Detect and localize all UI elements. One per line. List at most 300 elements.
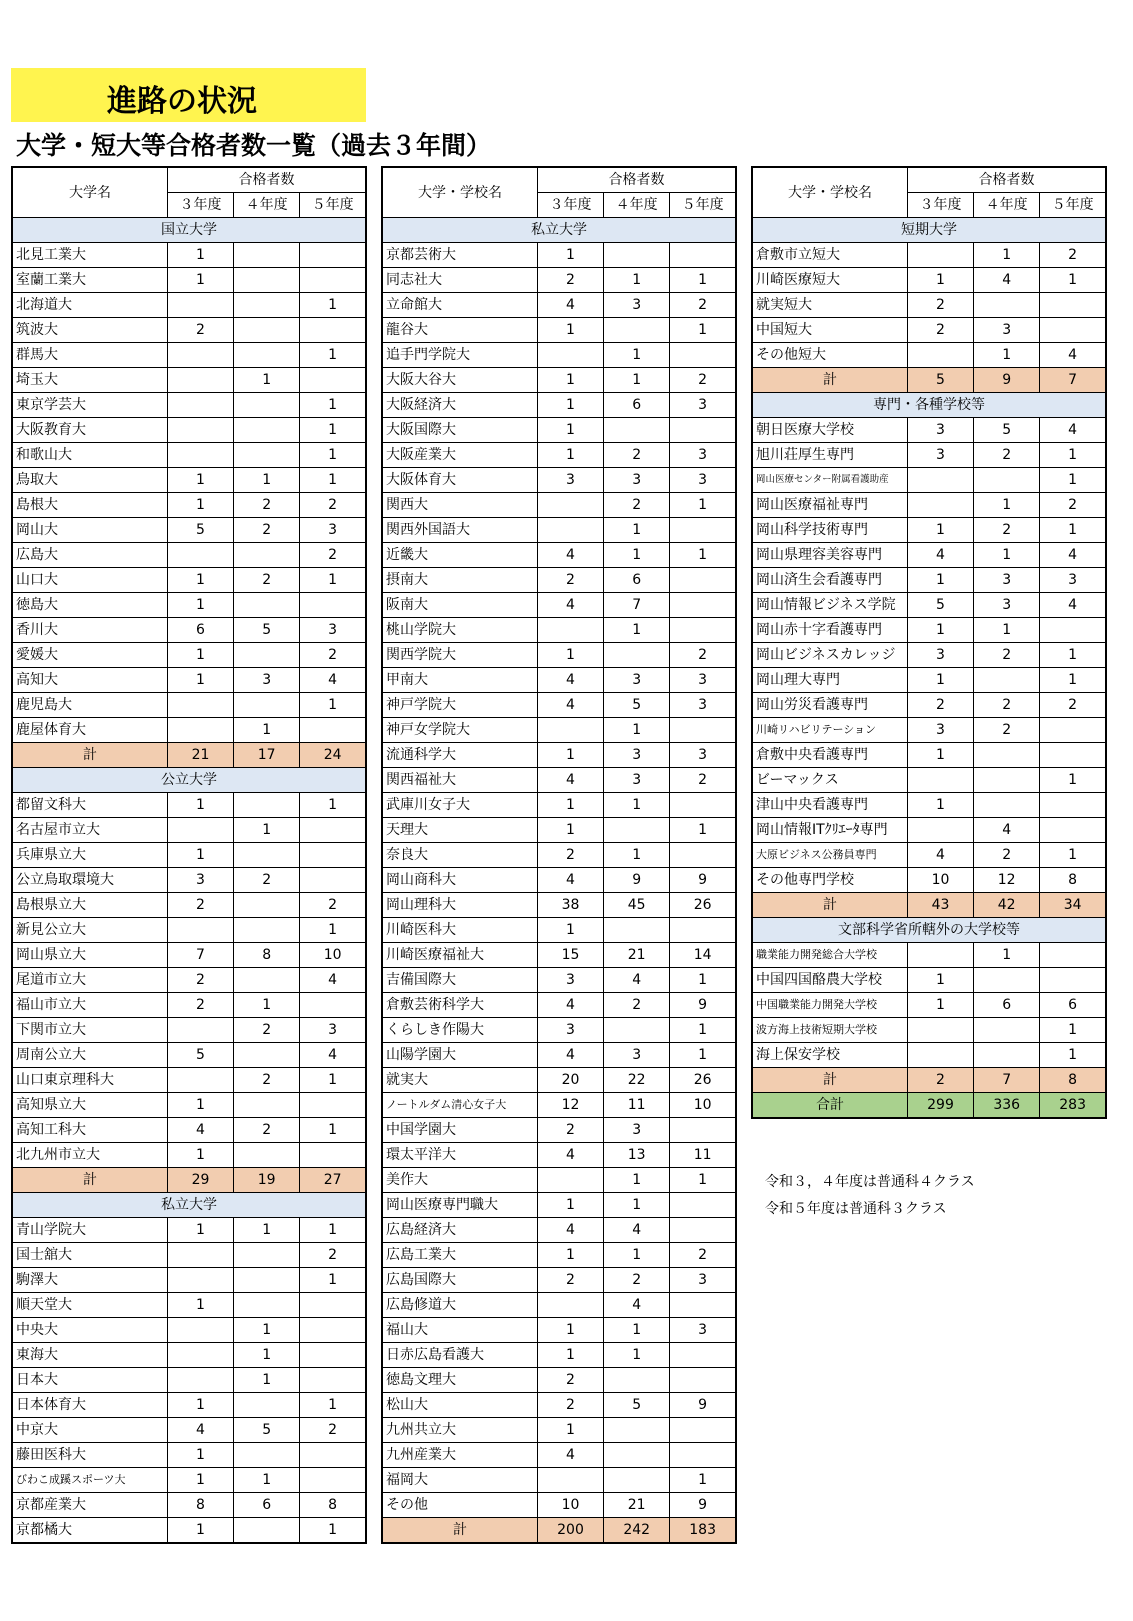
table-row	[12, 668, 366, 693]
header-row	[752, 167, 1106, 193]
count-cell-year-5: 2	[670, 368, 736, 393]
table-row	[382, 893, 736, 918]
count-cell-year-5	[670, 843, 736, 868]
count-cell-year-5	[300, 868, 366, 893]
count-cell-year-4: 2	[234, 1068, 300, 1093]
year-header-y3: ３年度	[167, 193, 233, 218]
school-name-cell: 埼玉大	[12, 368, 167, 393]
name-column-header: 大学・学校名	[382, 167, 537, 218]
count-cell-year-4: 1	[234, 368, 300, 393]
count-cell-year-3: 7	[167, 943, 233, 968]
table-row	[12, 918, 366, 943]
count-cell-year-3: 1	[907, 268, 973, 293]
count-cell-year-3: 5	[907, 593, 973, 618]
count-cell-year-5: 1	[670, 1168, 736, 1193]
school-name-cell: 鹿屋体育大	[12, 718, 167, 743]
count-cell-year-3: 4	[167, 1118, 233, 1143]
school-name-cell: 福山大	[382, 1318, 537, 1343]
school-name-cell: 流通科学大	[382, 743, 537, 768]
count-cell-year-4: 1	[234, 818, 300, 843]
count-cell-year-3: 2	[537, 1368, 603, 1393]
count-cell-year-3	[537, 1293, 603, 1318]
count-cell-year-4	[604, 1368, 670, 1393]
school-name-cell: 下関市立大	[12, 1018, 167, 1043]
count-cell-year-5	[670, 618, 736, 643]
count-cell-year-3: 5	[167, 1043, 233, 1068]
count-cell-year-4: 3	[604, 743, 670, 768]
count-cell-year-3	[907, 493, 973, 518]
count-cell-year-5: 34	[1040, 893, 1106, 918]
school-name-cell: 甲南大	[382, 668, 537, 693]
school-name-cell: 藤田医科大	[12, 1443, 167, 1468]
school-name-cell: 奈良大	[382, 843, 537, 868]
school-name-cell: 同志社大	[382, 268, 537, 293]
count-cell-year-5: 2	[300, 1243, 366, 1268]
count-cell-year-4	[974, 468, 1040, 493]
table-row	[12, 243, 366, 268]
count-cell-year-4	[234, 693, 300, 718]
count-cell-year-3	[907, 343, 973, 368]
table-row	[12, 1443, 366, 1468]
count-cell-year-5	[670, 243, 736, 268]
count-cell-year-3: 4	[537, 1143, 603, 1168]
count-cell-year-4: 3	[234, 668, 300, 693]
count-cell-year-4: 1	[604, 543, 670, 568]
count-cell-year-4: 6	[604, 393, 670, 418]
count-cell-year-3: 1	[167, 1293, 233, 1318]
count-cell-year-5: 1	[1040, 518, 1106, 543]
table-row	[12, 1043, 366, 1068]
school-name-cell: 岡山医療センター附属看護助産	[752, 468, 907, 493]
table-row	[382, 968, 736, 993]
school-name-cell: 岡山ビジネスカレッジ	[752, 643, 907, 668]
table-row	[12, 493, 366, 518]
school-name-cell: 大阪経済大	[382, 393, 537, 418]
count-cell-year-5: 3	[670, 393, 736, 418]
count-cell-year-4: 9	[604, 868, 670, 893]
count-cell-year-3: 4	[537, 593, 603, 618]
table-row	[12, 818, 366, 843]
count-cell-year-4	[604, 1418, 670, 1443]
section-title: 短期大学	[752, 218, 1106, 243]
count-cell-year-4: 1	[604, 268, 670, 293]
count-cell-year-3: 4	[907, 543, 973, 568]
year-header-y3: ３年度	[907, 193, 973, 218]
table-row	[12, 843, 366, 868]
count-cell-year-4: 21	[604, 943, 670, 968]
table-row	[12, 868, 366, 893]
table-row	[752, 743, 1106, 768]
count-cell-year-4: 3	[604, 1043, 670, 1068]
school-name-cell: 日本体育大	[12, 1393, 167, 1418]
count-cell-year-5: 24	[300, 743, 366, 768]
table-row	[12, 368, 366, 393]
count-cell-year-5: 1	[670, 1018, 736, 1043]
count-cell-year-3: 1	[537, 793, 603, 818]
count-cell-year-4: 3	[604, 293, 670, 318]
section-title: 文部科学省所轄外の大学校等	[752, 918, 1106, 943]
school-name-cell: 順天堂大	[12, 1293, 167, 1318]
count-cell-year-3: 2	[907, 693, 973, 718]
count-cell-year-5: 1	[670, 968, 736, 993]
count-cell-year-3	[167, 543, 233, 568]
table-row	[12, 343, 366, 368]
school-name-cell: 筑波大	[12, 318, 167, 343]
count-cell-year-4	[234, 793, 300, 818]
count-cell-year-4: 7	[604, 593, 670, 618]
table-row	[382, 343, 736, 368]
count-cell-year-5: 2	[300, 643, 366, 668]
count-cell-year-5	[670, 1293, 736, 1318]
count-cell-year-4	[234, 1143, 300, 1168]
count-cell-year-4: 3	[974, 318, 1040, 343]
school-name-cell: 九州共立大	[382, 1418, 537, 1443]
table-row	[12, 268, 366, 293]
school-name-cell: 中央大	[12, 1318, 167, 1343]
count-cell-year-3: 2	[167, 968, 233, 993]
count-cell-year-3	[167, 418, 233, 443]
count-cell-year-5: 2	[300, 493, 366, 518]
count-cell-year-5	[670, 343, 736, 368]
count-cell-year-5	[300, 1093, 366, 1118]
count-cell-year-3: 1	[537, 1243, 603, 1268]
count-cell-year-3	[907, 1043, 973, 1068]
school-name-cell: 広島経済大	[382, 1218, 537, 1243]
count-cell-year-4: 336	[974, 1093, 1040, 1119]
count-cell-year-4: 6	[234, 1493, 300, 1518]
school-name-cell: 倉敷市立短大	[752, 243, 907, 268]
count-cell-year-4: 1	[604, 1193, 670, 1218]
table-row	[12, 468, 366, 493]
count-cell-year-3	[167, 818, 233, 843]
school-name-cell: 岡山医療福祉専門	[752, 493, 907, 518]
table-row	[382, 568, 736, 593]
school-name-cell: くらしき作陽大	[382, 1018, 537, 1043]
count-cell-year-3: 1	[167, 1143, 233, 1168]
count-cell-year-3: 2	[907, 1068, 973, 1093]
count-cell-year-5	[1040, 793, 1106, 818]
count-cell-year-4	[974, 743, 1040, 768]
table-row	[382, 1468, 736, 1493]
table-row	[382, 1043, 736, 1068]
school-name-cell: 計	[12, 1168, 167, 1193]
table-row	[382, 943, 736, 968]
count-cell-year-3: 299	[907, 1093, 973, 1119]
count-cell-year-3: 5	[907, 368, 973, 393]
count-cell-year-4: 1	[974, 343, 1040, 368]
table-row	[382, 1118, 736, 1143]
count-cell-year-5	[300, 1293, 366, 1318]
school-name-cell: 大阪体育大	[382, 468, 537, 493]
school-name-cell: 中国短大	[752, 318, 907, 343]
count-cell-year-5	[670, 568, 736, 593]
table-row	[752, 343, 1106, 368]
year-header-y4: ４年度	[604, 193, 670, 218]
count-cell-year-3	[167, 693, 233, 718]
count-cell-year-3: 3	[167, 868, 233, 893]
school-name-cell: 広島国際大	[382, 1268, 537, 1293]
table-row	[382, 1068, 736, 1093]
pass-count-header: 合格者数	[167, 167, 366, 193]
count-cell-year-4	[234, 1293, 300, 1318]
count-cell-year-4: 2	[604, 443, 670, 468]
count-cell-year-4: 3	[604, 468, 670, 493]
count-cell-year-5: 1	[1040, 843, 1106, 868]
count-cell-year-4: 3	[974, 593, 1040, 618]
table-row	[382, 1443, 736, 1468]
table-row	[12, 1468, 366, 1493]
table-row	[382, 918, 736, 943]
count-cell-year-5: 3	[300, 518, 366, 543]
school-name-cell: ノートルダム清心女子大	[382, 1093, 537, 1118]
count-cell-year-4: 1	[604, 843, 670, 868]
school-name-cell: 岡山労災看護専門	[752, 693, 907, 718]
count-cell-year-5: 1	[300, 443, 366, 468]
count-cell-year-3: 2	[167, 893, 233, 918]
count-cell-year-3: 2	[537, 268, 603, 293]
count-cell-year-3	[167, 1068, 233, 1093]
section-header-row	[752, 918, 1106, 943]
table-row	[12, 1293, 366, 1318]
school-name-cell: 吉備国際大	[382, 968, 537, 993]
page-title: 進路の状況	[107, 84, 257, 119]
count-cell-year-3	[907, 818, 973, 843]
table-row	[382, 793, 736, 818]
table-row	[12, 1368, 366, 1393]
table-row	[382, 718, 736, 743]
count-cell-year-5: 6	[1040, 993, 1106, 1018]
count-cell-year-4	[234, 1393, 300, 1418]
school-name-cell: 岡山県理容美容専門	[752, 543, 907, 568]
school-name-cell: 高知大	[12, 668, 167, 693]
count-cell-year-3: 6	[167, 618, 233, 643]
count-cell-year-4	[974, 1043, 1040, 1068]
count-cell-year-5: 8	[300, 1493, 366, 1518]
count-cell-year-4	[234, 1268, 300, 1293]
count-cell-year-4	[234, 318, 300, 343]
table-row	[12, 1118, 366, 1143]
count-cell-year-5: 1	[670, 818, 736, 843]
count-cell-year-5: 1	[300, 293, 366, 318]
table-row	[752, 593, 1106, 618]
count-cell-year-5: 10	[670, 1093, 736, 1118]
count-cell-year-5	[300, 268, 366, 293]
count-cell-year-4: 1	[234, 1218, 300, 1243]
count-cell-year-4	[974, 668, 1040, 693]
table-row	[382, 1168, 736, 1193]
table-row	[752, 943, 1106, 968]
table-row	[12, 1068, 366, 1093]
table-row	[12, 593, 366, 618]
count-cell-year-4: 1	[234, 1318, 300, 1343]
school-name-cell: 関西福祉大	[382, 768, 537, 793]
table-row	[12, 1343, 366, 1368]
count-cell-year-5: 1	[670, 1043, 736, 1068]
subtotal-row	[752, 1068, 1106, 1093]
table-row	[12, 1243, 366, 1268]
count-cell-year-5: 1	[1040, 268, 1106, 293]
count-cell-year-5	[670, 718, 736, 743]
count-cell-year-5: 1	[300, 1068, 366, 1093]
table-row	[752, 618, 1106, 643]
table-row	[382, 1393, 736, 1418]
count-cell-year-3	[537, 718, 603, 743]
table-row	[12, 968, 366, 993]
table-row	[752, 568, 1106, 593]
table-row	[382, 1193, 736, 1218]
table-row	[752, 493, 1106, 518]
table-row	[382, 643, 736, 668]
count-cell-year-4: 19	[234, 1168, 300, 1193]
table-row	[12, 1393, 366, 1418]
school-name-cell: 追手門学院大	[382, 343, 537, 368]
count-cell-year-3: 1	[907, 668, 973, 693]
school-name-cell: 広島大	[12, 543, 167, 568]
count-cell-year-5: 7	[1040, 368, 1106, 393]
table-row	[382, 1218, 736, 1243]
table-row	[752, 768, 1106, 793]
count-cell-year-3: 1	[537, 1193, 603, 1218]
table-national-public-private	[11, 166, 367, 1544]
school-name-cell: 大原ビジネス公務員専門	[752, 843, 907, 868]
school-name-cell: 岡山科学技術専門	[752, 518, 907, 543]
count-cell-year-4	[234, 293, 300, 318]
count-cell-year-3	[907, 1018, 973, 1043]
count-cell-year-3: 1	[167, 268, 233, 293]
school-name-cell: 尾道市立大	[12, 968, 167, 993]
count-cell-year-3	[537, 618, 603, 643]
count-cell-year-3: 4	[537, 693, 603, 718]
count-cell-year-4: 3	[604, 1118, 670, 1143]
count-cell-year-3: 1	[537, 418, 603, 443]
school-name-cell: 川崎医療福祉大	[382, 943, 537, 968]
count-cell-year-5	[670, 1368, 736, 1393]
section-header-row	[12, 768, 366, 793]
section-title: 専門・各種学校等	[752, 393, 1106, 418]
count-cell-year-5: 1	[1040, 1018, 1106, 1043]
table-row	[752, 543, 1106, 568]
count-cell-year-3: 1	[167, 1468, 233, 1493]
school-name-cell: 川崎医科大	[382, 918, 537, 943]
count-cell-year-3: 1	[167, 493, 233, 518]
count-cell-year-4: 1	[604, 1343, 670, 1368]
count-cell-year-4: 1	[974, 243, 1040, 268]
count-cell-year-3: 12	[537, 1093, 603, 1118]
count-cell-year-5: 1	[300, 568, 366, 593]
count-cell-year-4	[234, 343, 300, 368]
table-row	[752, 868, 1106, 893]
count-cell-year-4	[604, 643, 670, 668]
count-cell-year-5: 4	[300, 668, 366, 693]
table-row	[752, 843, 1106, 868]
school-name-cell: 公立鳥取環境大	[12, 868, 167, 893]
count-cell-year-5: 183	[670, 1518, 736, 1544]
table-row	[382, 743, 736, 768]
school-name-cell: 川崎リハビリテーション	[752, 718, 907, 743]
count-cell-year-4: 2	[234, 493, 300, 518]
count-cell-year-4	[234, 643, 300, 668]
count-cell-year-5: 9	[670, 868, 736, 893]
count-cell-year-5: 9	[670, 993, 736, 1018]
school-name-cell: 美作大	[382, 1168, 537, 1193]
count-cell-year-5	[1040, 818, 1106, 843]
count-cell-year-5: 1	[300, 343, 366, 368]
subtotal-row	[382, 1518, 736, 1544]
count-cell-year-5: 1	[670, 318, 736, 343]
count-cell-year-4: 6	[604, 568, 670, 593]
school-name-cell: その他短大	[752, 343, 907, 368]
count-cell-year-3: 2	[537, 843, 603, 868]
count-cell-year-4: 1	[604, 718, 670, 743]
count-cell-year-3	[167, 368, 233, 393]
table-row	[382, 243, 736, 268]
count-cell-year-4: 1	[234, 1343, 300, 1368]
school-name-cell: 武庫川女子大	[382, 793, 537, 818]
table-row	[382, 1368, 736, 1393]
count-cell-year-3: 4	[537, 1043, 603, 1068]
table-row	[12, 568, 366, 593]
table-row	[382, 768, 736, 793]
school-name-cell: 島根大	[12, 493, 167, 518]
table-row	[382, 1418, 736, 1443]
name-column-header: 大学・学校名	[752, 167, 907, 218]
count-cell-year-5	[670, 918, 736, 943]
note-line-1: 令和３，４年度は普通科４クラス	[765, 1174, 975, 1190]
school-name-cell: 旭川荘厚生専門	[752, 443, 907, 468]
count-cell-year-4: 1	[604, 1318, 670, 1343]
count-cell-year-3: 38	[537, 893, 603, 918]
subtotal-row	[752, 368, 1106, 393]
school-name-cell: 京都橘大	[12, 1518, 167, 1544]
table-row	[12, 1418, 366, 1443]
section-header-row	[752, 393, 1106, 418]
school-name-cell: 中国職業能力開発大学校	[752, 993, 907, 1018]
school-name-cell: 計	[752, 368, 907, 393]
school-name-cell: 京都産業大	[12, 1493, 167, 1518]
count-cell-year-5: 2	[670, 293, 736, 318]
count-cell-year-5: 1	[300, 793, 366, 818]
count-cell-year-4: 1	[234, 993, 300, 1018]
count-cell-year-3	[167, 343, 233, 368]
school-name-cell: 広島工業大	[382, 1243, 537, 1268]
table-row	[382, 668, 736, 693]
count-cell-year-5	[670, 1443, 736, 1468]
count-cell-year-4: 1	[974, 543, 1040, 568]
count-cell-year-3	[167, 1343, 233, 1368]
count-cell-year-5: 8	[1040, 1068, 1106, 1093]
pass-count-header: 合格者数	[907, 167, 1106, 193]
count-cell-year-3: 29	[167, 1168, 233, 1193]
count-cell-year-4: 21	[604, 1493, 670, 1518]
table-row	[12, 618, 366, 643]
count-cell-year-5: 283	[1040, 1093, 1106, 1119]
school-name-cell: 大阪教育大	[12, 418, 167, 443]
count-cell-year-3: 200	[537, 1518, 603, 1544]
count-cell-year-4	[234, 1093, 300, 1118]
count-cell-year-5: 2	[300, 893, 366, 918]
count-cell-year-5: 1	[1040, 768, 1106, 793]
count-cell-year-4	[234, 543, 300, 568]
count-cell-year-5: 26	[670, 893, 736, 918]
count-cell-year-5: 2	[670, 1243, 736, 1268]
count-cell-year-4: 17	[234, 743, 300, 768]
school-name-cell: 岡山済生会看護専門	[752, 568, 907, 593]
count-cell-year-3: 1	[537, 918, 603, 943]
count-cell-year-4: 242	[604, 1518, 670, 1544]
school-name-cell: 山口大	[12, 568, 167, 593]
count-cell-year-4	[604, 818, 670, 843]
school-name-cell: 関西外国語大	[382, 518, 537, 543]
